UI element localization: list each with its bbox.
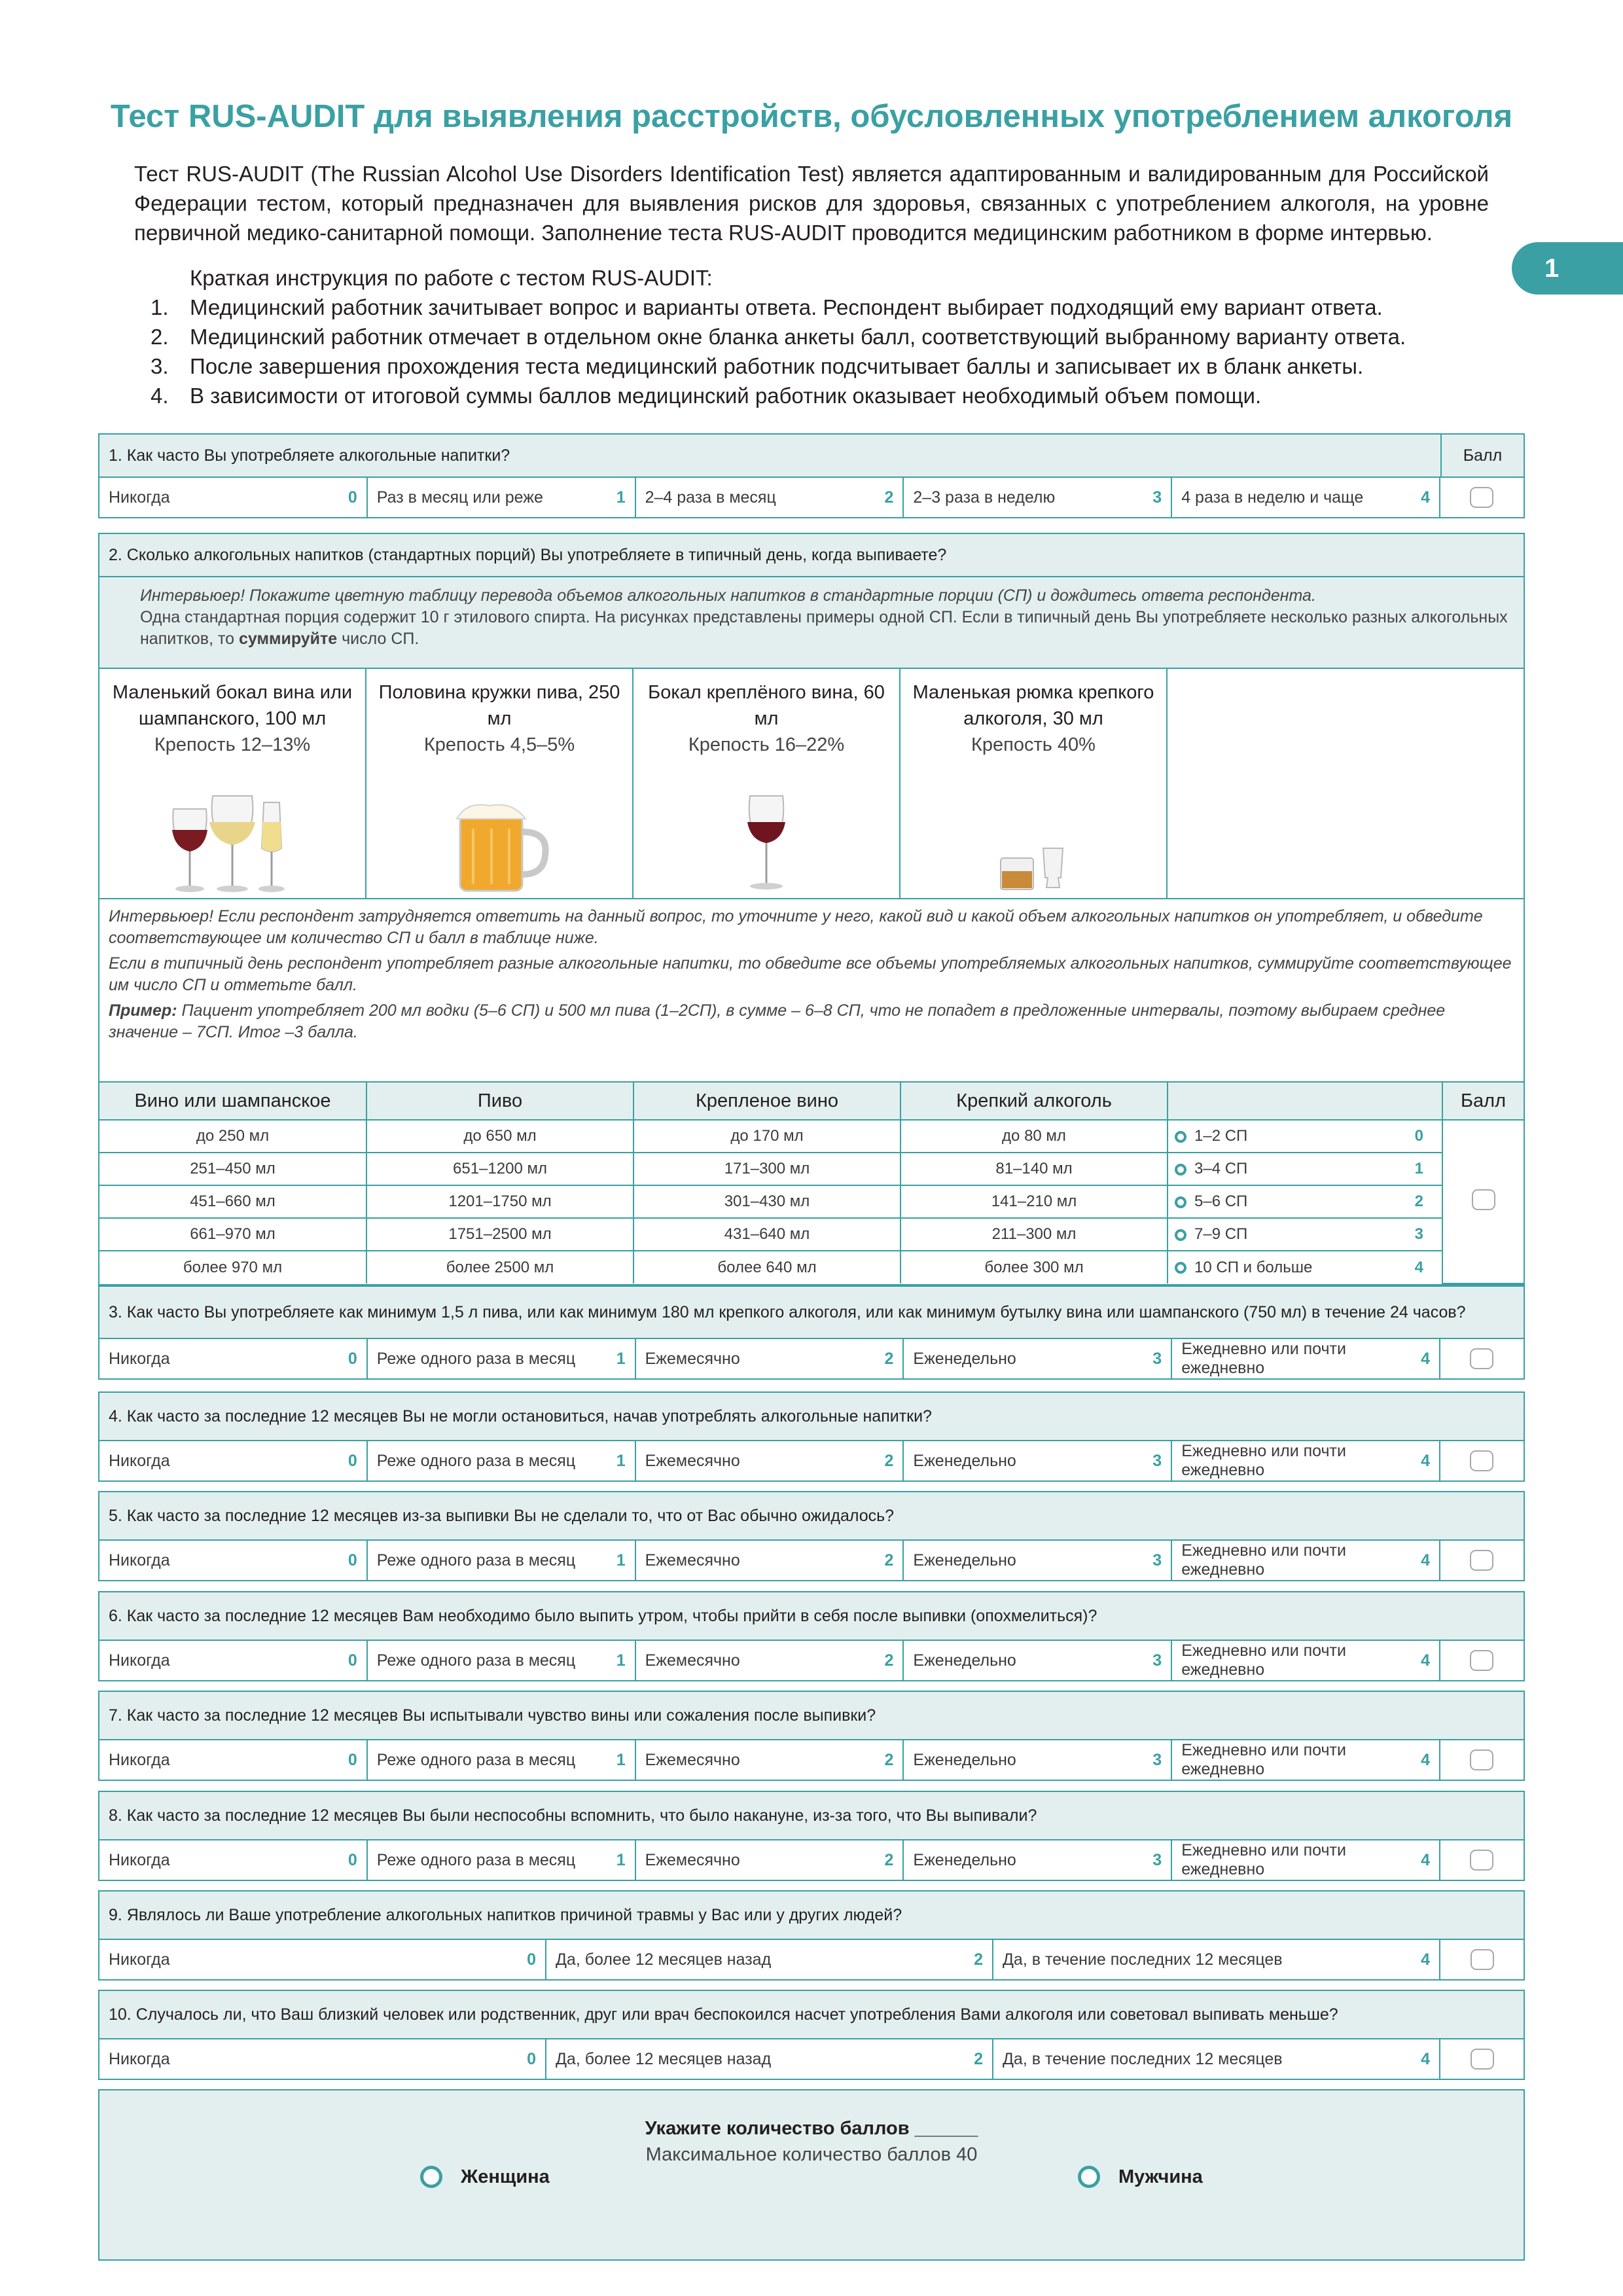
sp-label: 7–9 СП (1194, 1225, 1248, 1243)
score-box[interactable] (1440, 1541, 1524, 1580)
answer-points: 3 (1152, 1451, 1162, 1470)
answer-points: 4 (1421, 1551, 1430, 1570)
answer-label: Да, более 12 месяцев назад (556, 2049, 772, 2068)
note-line (140, 607, 1514, 650)
gender-label: Женщина (461, 2166, 550, 2187)
radio-icon[interactable] (1175, 1196, 1186, 1208)
radio-icon[interactable] (1175, 1131, 1186, 1143)
sp-points: 2 (1414, 1193, 1423, 1210)
checkbox-icon[interactable] (1470, 487, 1493, 508)
answer-option[interactable] (99, 1541, 368, 1580)
table-row (99, 1251, 1524, 1283)
answer-option[interactable] (368, 1441, 636, 1480)
answer-option[interactable] (1172, 478, 1440, 517)
table-row (99, 1218, 1524, 1251)
max-score-label: Максимальное количество баллов 40 (645, 2144, 978, 2165)
answer-option[interactable] (904, 1740, 1172, 1780)
answer-label: Ежедневно или почти ежедневно (1181, 1841, 1346, 1878)
answer-row (99, 1441, 1524, 1480)
total-score-label: Укажите количество баллов ______ (645, 2118, 978, 2139)
drink-spirits (901, 669, 1168, 898)
checkbox-icon[interactable] (1472, 1189, 1495, 1210)
answer-option[interactable] (368, 478, 636, 517)
answer-option[interactable] (904, 1441, 1172, 1480)
question-10 (98, 1990, 1525, 2080)
sp-label: 1–2 СП (1194, 1127, 1248, 1145)
answer-label: Реже одного раза в месяц (376, 1451, 576, 1470)
empty-cell (1168, 669, 1524, 898)
answer-points: 0 (348, 1349, 357, 1368)
answer-label: Никогда (109, 1349, 170, 1368)
answer-points: 0 (348, 1850, 357, 1869)
answer-label: Никогда (109, 2049, 170, 2068)
answer-row (99, 1840, 1524, 1880)
instruction-item: 3. После завершения прохождения теста медицинский работник подсчитывает баллы и записывает их в бланк анкеты. (151, 354, 1364, 378)
answer-label: Никогда (109, 1950, 170, 1969)
answer-option[interactable] (1172, 1641, 1440, 1680)
sp-option[interactable] (1168, 1153, 1442, 1185)
answer-option[interactable] (993, 1940, 1440, 1979)
answer-points: 2 (884, 1451, 894, 1470)
shot-glasses-icon (901, 835, 1166, 894)
score-box[interactable] (1440, 1940, 1524, 1979)
answer-label: Ежемесячно (645, 1651, 740, 1670)
answer-points: 4 (1421, 1850, 1430, 1869)
sp-option[interactable] (1168, 1185, 1442, 1218)
answer-option[interactable] (368, 1339, 636, 1378)
sp-points: 0 (1414, 1127, 1423, 1145)
answer-label: Еженедельно (913, 1551, 1016, 1570)
answer-label: Никогда (109, 1750, 170, 1769)
answer-points: 3 (1152, 1651, 1162, 1670)
answer-row (99, 1541, 1524, 1580)
column-header: Вино или шампанское (99, 1082, 366, 1120)
checkbox-icon[interactable] (1470, 1650, 1493, 1671)
note-text: Одна стандартная порция содержит 10 г этилового спирта. На рисунках представлены примеры одной СП. Если в типичный день Вы употребляете несколько разных алкогольных напитков, то (140, 608, 1508, 648)
table-cell: 81–140 мл (901, 1153, 1168, 1185)
answer-points: 2 (974, 1950, 983, 1969)
sp-option[interactable] (1168, 1251, 1442, 1283)
answer-label: Никогда (109, 1850, 170, 1869)
answer-points: 2 (974, 2049, 983, 2068)
answer-label: Никогда (109, 1651, 170, 1670)
question-text: 3. Как часто Вы употребляете как минимум 1,5 л пива, или как минимум 180 мл крепкого алкоголя, или как минимум бутылку вина или шампанского (750 мл) в течение 24 часов? (109, 1302, 1466, 1321)
sp-points: 4 (1414, 1258, 1423, 1276)
question-header (99, 435, 1524, 478)
answer-points: 3 (1152, 1850, 1162, 1869)
table-cell: до 80 мл (901, 1120, 1168, 1153)
answer-points: 1 (616, 1551, 626, 1570)
answer-points: 4 (1421, 2049, 1430, 2068)
drink-name: Половина кружки пива, 250 мл (378, 682, 620, 729)
answer-option[interactable] (636, 1641, 904, 1680)
answer-points: 4 (1421, 1950, 1430, 1969)
gender-female-option[interactable] (420, 2166, 550, 2188)
sp-points: 1 (1414, 1160, 1423, 1177)
answer-option[interactable] (99, 1740, 368, 1780)
sp-option[interactable] (1168, 1218, 1442, 1251)
answer-label: Ежемесячно (645, 1750, 740, 1769)
answer-points: 2 (884, 1651, 894, 1670)
answer-option[interactable] (99, 1840, 368, 1880)
answer-points: 1 (616, 1750, 626, 1769)
column-header: Крепкий алкоголь (901, 1082, 1168, 1120)
table-cell: 1751–2500 мл (366, 1218, 633, 1251)
column-header: Крепленое вино (633, 1082, 901, 1120)
score-box[interactable] (1440, 1441, 1524, 1480)
conversion-table (99, 1081, 1524, 1284)
table-cell: более 970 мл (99, 1251, 366, 1283)
question-header (99, 1393, 1524, 1441)
answer-label: Ежедневно или почти ежедневно (1181, 1741, 1346, 1778)
instruction-item: 4. В зависимости от итоговой суммы баллов медицинский работник оказывает необходимый объем помощи. (151, 384, 1262, 408)
instruction-item: 2. Медицинский работник отмечает в отдельном окне бланка анкеты балл, соответствующий выбранному варианту ответа. (151, 325, 1406, 349)
ball-label: Балл (1442, 1082, 1524, 1120)
answer-points: 2 (884, 1850, 894, 1869)
answer-label: Реже одного раза в месяц (376, 1750, 576, 1769)
question-header (99, 1991, 1524, 2039)
sp-points: 3 (1414, 1225, 1423, 1243)
answer-points: 2 (884, 488, 894, 507)
answer-option[interactable] (546, 2039, 993, 2079)
answer-option[interactable] (99, 1940, 546, 1979)
answer-option[interactable] (368, 1740, 636, 1780)
answer-label: Реже одного раза в месяц (376, 1349, 576, 1368)
answer-option[interactable] (99, 2039, 546, 2079)
question-header (99, 1287, 1524, 1339)
answer-label: Еженедельно (913, 1850, 1016, 1869)
table-cell: 211–300 мл (901, 1218, 1168, 1251)
question-8 (98, 1791, 1525, 1881)
answer-option[interactable] (636, 1840, 904, 1880)
answer-label: 4 раза в неделю и чаще (1181, 488, 1364, 507)
checkbox-icon[interactable] (1470, 1450, 1493, 1471)
question-1 (98, 433, 1525, 518)
answer-row (99, 1641, 1524, 1680)
answer-option[interactable] (99, 1441, 368, 1480)
example-label: Пример: (109, 1001, 177, 1020)
gender-male-option[interactable] (1078, 2166, 1203, 2188)
answer-points: 3 (1152, 1750, 1162, 1769)
ball-label: Балл (1440, 435, 1524, 476)
checkbox-icon[interactable] (1470, 1749, 1493, 1770)
answer-points: 3 (1152, 1349, 1162, 1368)
answer-points: 3 (1152, 1551, 1162, 1570)
answer-label: Еженедельно (913, 1651, 1016, 1670)
answer-option[interactable] (368, 1840, 636, 1880)
question-header (99, 1492, 1524, 1541)
drink-fortified-wine (633, 669, 901, 898)
drink-strength: Крепость 12–13% (154, 734, 311, 755)
question-text: 8. Как часто за последние 12 месяцев Вы были неспособны вспомнить, что было накануне, из-за того, что Вы выпивали? (109, 1806, 1037, 1825)
interviewer-note-2 (99, 899, 1524, 1081)
radio-icon[interactable] (1175, 1164, 1186, 1175)
example-text: Пациент употребляет 200 мл водки (5–6 СП) и 500 мл пива (1–2СП), в сумме – 6–8 СП, что не попадет в предложенные интервалы, поэтому выбираем среднее значение – 7СП. Итог –3 балла. (109, 1001, 1446, 1041)
answer-points: 0 (348, 1750, 357, 1769)
answer-label: Реже одного раза в месяц (376, 1850, 576, 1869)
checkbox-icon[interactable] (1471, 1949, 1494, 1970)
sp-label: 10 СП и больше (1194, 1258, 1313, 1276)
table-row (99, 1120, 1524, 1153)
answer-label: Никогда (109, 488, 170, 507)
drink-name: Маленькая рюмка крепкого алкоголя, 30 мл (912, 682, 1154, 729)
score-box[interactable] (1442, 1120, 1524, 1283)
answer-option[interactable] (1172, 1441, 1440, 1480)
answer-points: 1 (616, 1349, 626, 1368)
answer-option[interactable] (546, 1940, 993, 1979)
question-text: 9. Являлось ли Ваше употребление алкогольных напитков причиной травмы у Вас или у других людей? (109, 1905, 902, 1924)
answer-points: 2 (884, 1750, 894, 1769)
answer-points: 2 (884, 1349, 894, 1368)
beer-mug-icon (366, 783, 632, 894)
score-box[interactable] (1440, 1740, 1524, 1780)
answer-label: Ежедневно или почти ежедневно (1181, 1442, 1346, 1479)
question-text: 1. Как часто Вы употребляете алкогольные напитки? (109, 446, 510, 465)
sp-option[interactable] (1168, 1120, 1442, 1153)
question-header (99, 1692, 1524, 1740)
question-6 (98, 1591, 1525, 1681)
drink-wine (99, 669, 366, 898)
table-cell: более 640 мл (633, 1251, 901, 1283)
checkbox-icon[interactable] (1470, 1348, 1493, 1369)
table-cell: более 2500 мл (366, 1251, 633, 1283)
answer-option[interactable] (636, 1740, 904, 1780)
answer-option[interactable] (904, 1840, 1172, 1880)
question-text: 10. Случалось ли, что Ваш близкий человек или родственник, друг или врач беспокоился насчет употребления Вами алкоголя или советовал выпивать меньше? (109, 2005, 1338, 2024)
question-9 (98, 1890, 1525, 1981)
checkbox-icon[interactable] (1470, 1550, 1493, 1571)
column-header (1168, 1082, 1442, 1120)
answer-option[interactable] (904, 1641, 1172, 1680)
question-header (99, 1792, 1524, 1840)
answer-label: Еженедельно (913, 1349, 1016, 1368)
sp-label: 3–4 СП (1194, 1160, 1248, 1177)
answer-option[interactable] (1172, 1339, 1440, 1378)
checkbox-icon[interactable] (1470, 1850, 1493, 1871)
note-bold: суммируйте (238, 630, 338, 648)
answer-option[interactable] (904, 1339, 1172, 1378)
answer-points: 0 (348, 488, 357, 507)
question-text: 2. Сколько алкогольных напитков (стандартных порций) Вы употребляете в типичный день, когда выпиваете? (109, 545, 947, 564)
answer-points: 0 (348, 1451, 357, 1470)
table-cell: 431–640 мл (633, 1218, 901, 1251)
table-cell: 651–1200 мл (366, 1153, 633, 1185)
checkbox-icon[interactable] (1471, 2049, 1494, 2070)
score-box[interactable] (1440, 1339, 1524, 1378)
gender-label: Мужчина (1118, 2166, 1203, 2187)
answer-option[interactable] (1172, 1541, 1440, 1580)
answer-points: 0 (527, 1950, 536, 1969)
note-text: число СП. (337, 630, 419, 648)
answer-option[interactable] (904, 1541, 1172, 1580)
table-cell: 451–660 мл (99, 1185, 366, 1218)
answer-points: 1 (616, 1451, 626, 1470)
table-row (99, 1185, 1524, 1218)
answer-option[interactable] (636, 478, 904, 517)
answer-points: 4 (1421, 1451, 1430, 1470)
answer-points: 4 (1421, 1750, 1430, 1769)
question-header (99, 534, 1524, 577)
note-line: Интервьюер! Покажите цветную таблицу перевода объемов алкогольных напитков в стандартные порции (СП) и дождитесь ответа респондента. (140, 586, 1316, 605)
table-cell: до 170 мл (633, 1120, 901, 1153)
table-cell: 141–210 мл (901, 1185, 1168, 1218)
conversion-body (99, 1120, 1524, 1283)
summary-box (98, 2089, 1525, 2261)
answer-option[interactable] (993, 2039, 1440, 2079)
answer-points: 1 (616, 1850, 626, 1869)
answer-option[interactable] (368, 1641, 636, 1680)
interviewer-note (99, 577, 1524, 668)
column-header: Пиво (366, 1082, 633, 1120)
answer-points: 3 (1152, 488, 1162, 507)
drink-examples (99, 668, 1524, 899)
answer-label: 2–4 раза в месяц (645, 488, 776, 507)
table-cell: 1201–1750 мл (366, 1185, 633, 1218)
answer-row (99, 1740, 1524, 1780)
answer-points: 0 (348, 1551, 357, 1570)
answer-option[interactable] (1172, 1840, 1440, 1880)
answer-points: 1 (616, 488, 626, 507)
table-cell: более 300 мл (901, 1251, 1168, 1283)
table-cell: 171–300 мл (633, 1153, 901, 1185)
answer-option[interactable] (99, 1339, 368, 1378)
answer-label: Да, более 12 месяцев назад (556, 1950, 772, 1969)
answer-row (99, 478, 1524, 517)
radio-icon[interactable] (1175, 1262, 1186, 1274)
answer-option[interactable] (636, 1441, 904, 1480)
score-box[interactable] (1440, 1840, 1524, 1880)
answer-label: Ежедневно или почти ежедневно (1181, 1641, 1346, 1679)
page-number-tab: 1 (1512, 242, 1623, 295)
score-box[interactable] (1440, 478, 1524, 517)
question-text: 6. Как часто за последние 12 месяцев Вам необходимо было выпить утром, чтобы прийти в себя после выпивки (опохмелиться)? (109, 1606, 1097, 1625)
answer-row (99, 1940, 1524, 1979)
question-text: 5. Как часто за последние 12 месяцев из-за выпивки Вы не сделали то, что от Вас обычно ожидалось? (109, 1506, 895, 1525)
drink-name: Бокал креплёного вина, 60 мл (648, 682, 885, 729)
drink-beer (366, 669, 633, 898)
page-title: Тест RUS-AUDIT для выявления расстройств, обусловленных употреблением алкоголя (110, 99, 1513, 134)
answer-label: Ежедневно или почти ежедневно (1181, 1541, 1346, 1579)
instructions-list (151, 293, 1492, 410)
answer-label: Ежемесячно (645, 1451, 740, 1470)
answer-label: Никогда (109, 1551, 170, 1570)
drink-strength: Крепость 16–22% (688, 734, 845, 755)
answer-label: Еженедельно (913, 1451, 1016, 1470)
instruction-item: 1. Медицинский работник зачитывает вопрос и варианты ответа. Респондент выбирает подходящий ему вариант ответа. (151, 295, 1383, 319)
question-3 (98, 1285, 1525, 1380)
answer-points: 0 (527, 2049, 536, 2068)
answer-label: Раз в месяц или реже (376, 488, 543, 507)
radio-icon[interactable] (1078, 2166, 1100, 2188)
example-line (109, 1000, 1514, 1043)
question-7 (98, 1691, 1525, 1781)
question-header (99, 1592, 1524, 1641)
answer-option[interactable] (99, 1641, 368, 1680)
answer-option[interactable] (636, 1339, 904, 1378)
answer-points: 2 (884, 1551, 894, 1570)
sp-label: 5–6 СП (1194, 1193, 1248, 1210)
drink-strength: Крепость 40% (971, 734, 1096, 755)
answer-label: Да, в течение последних 12 месяцев (1003, 2049, 1283, 2068)
question-text: 7. Как часто за последние 12 месяцев Вы испытывали чувство вины или сожаления после выпивки? (109, 1706, 876, 1725)
wine-glasses-icon (99, 783, 365, 894)
radio-icon[interactable] (1175, 1229, 1186, 1241)
question-4 (98, 1391, 1525, 1482)
question-2 (98, 533, 1525, 1285)
answer-option[interactable] (1172, 1740, 1440, 1780)
answer-label: Никогда (109, 1451, 170, 1470)
table-row (99, 1153, 1524, 1185)
drink-strength: Крепость 4,5–5% (423, 734, 575, 755)
drink-name: Маленький бокал вина или шампанского, 100 мл (112, 682, 353, 729)
answer-row (99, 1339, 1524, 1378)
score-box[interactable] (1440, 1641, 1524, 1680)
note-line: Если в типичный день респондент употребляет разные алкогольные напитки, то обведите все объемы употребляемых алкогольных напитков, суммируйте соответствующее им число СП и отметьте балл. (109, 954, 1512, 994)
table-cell: до 650 мл (366, 1120, 633, 1153)
answer-row (99, 2039, 1524, 2079)
answer-option[interactable] (904, 478, 1172, 517)
intro-paragraph: Тест RUS-AUDIT (The Russian Alcohol Use Disorders Identification Test) является адаптированным и валидированным для Российской Федерации тестом, который предназначен для выявления рисков для здоровья, связанных с употреблением алкоголя, на уровне первичной медико-санитарной помощи. Заполнение теста RUS-AUDIT проводится медицинским работником в форме интервью. (134, 162, 1489, 245)
answer-label: Реже одного раза в месяц (376, 1651, 576, 1670)
table-cell: до 250 мл (99, 1120, 366, 1153)
answer-points: 4 (1421, 1651, 1430, 1670)
fortified-wine-glass-icon (633, 783, 899, 894)
score-box[interactable] (1440, 2039, 1524, 2079)
table-cell: 251–450 мл (99, 1153, 366, 1185)
answer-option[interactable] (99, 478, 368, 517)
answer-label: Ежедневно или почти ежедневно (1181, 1340, 1346, 1377)
table-cell: 301–430 мл (633, 1185, 901, 1218)
answer-label: Ежемесячно (645, 1850, 740, 1869)
instructions-title: Краткая инструкция по работе с тестом RUS-AUDIT: (190, 266, 713, 290)
table-cell: 661–970 мл (99, 1218, 366, 1251)
question-text: 4. Как часто за последние 12 месяцев Вы не могли остановиться, начав употреблять алкогольные напитки? (109, 1407, 932, 1426)
instructions (151, 263, 1492, 410)
question-header (99, 1892, 1524, 1940)
answer-label: Ежемесячно (645, 1551, 740, 1570)
question-5 (98, 1491, 1525, 1581)
answer-points: 1 (616, 1651, 626, 1670)
answer-option[interactable] (636, 1541, 904, 1580)
note-line: Интервьюер! Если респондент затрудняется ответить на данный вопрос, то уточните у него, какой вид и какой объем алкогольных напитков он употребляет, и обведите соответствующее им количество СП и балл в таблице ниже. (109, 907, 1483, 947)
answer-label: Реже одного раза в месяц (376, 1551, 576, 1570)
answer-label: Еженедельно (913, 1750, 1016, 1769)
radio-icon[interactable] (420, 2166, 442, 2188)
answer-label: Ежемесячно (645, 1349, 740, 1368)
answer-label: 2–3 раза в неделю (913, 488, 1056, 507)
table-header-row (99, 1082, 1524, 1120)
answer-points: 4 (1421, 1349, 1430, 1368)
answer-option[interactable] (368, 1541, 636, 1580)
answer-points: 0 (348, 1651, 357, 1670)
answer-points: 4 (1421, 488, 1430, 507)
answer-label: Да, в течение последних 12 месяцев (1003, 1950, 1283, 1969)
